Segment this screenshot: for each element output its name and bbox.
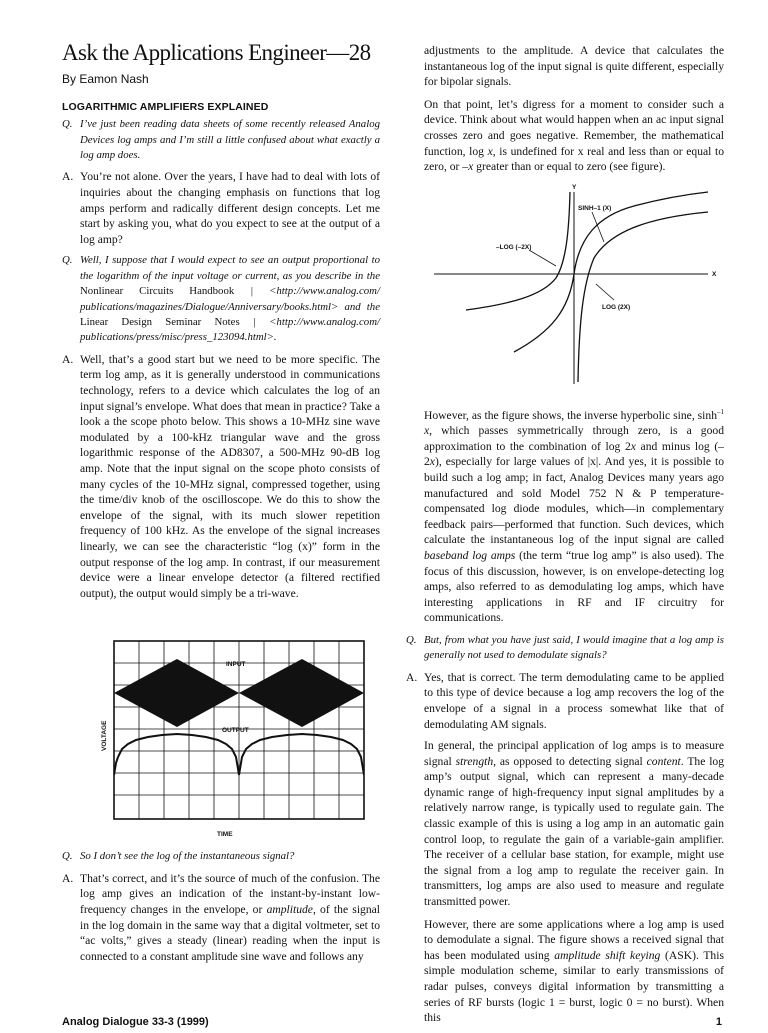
p3-var: x [630,439,636,453]
answer-text [80,871,380,965]
question-3 [62,849,380,864]
q-tag: Q. [62,118,73,131]
paragraph-applications [424,738,724,910]
p5-part3: . The log amp’s output signal, which can represent a many-decade dynamic range of high-frequency input signal amplitudes by a relatively narrow range, is typically used to regulate gain. The classic example of this is using a log amp in an automatic gain control loop, to regulate the gain of a variable-gain amplifier. The receiver of a cellular base station, for example, might use the signal from a log amp to regulate the receiver gain. In transmitters, log amps are also used to measure and regulate transmitted power. [424,754,725,909]
paragraph-ask [424,917,724,1026]
byline: By Eamon Nash [62,72,149,86]
x-axis-label: X [712,270,717,278]
a3-part2: , of the signal in the log domain in the same way that a digital voltmeter, set to “ac volts,” gives a steady (linear) reading when the input is connected to a constant amplitude sine wave and follows any [80,902,380,963]
log-label: LOG (2X) [602,303,631,311]
scope-photo-figure [62,639,380,839]
a3-emphasis: amplitude [266,902,313,916]
p3-part5: (the term “true log amp” is also used). The focus of this discussion, however, is on envelope-detecting log amps, also referred to as demodulating log amps, which have interesting applications in RF and IF circuitry for communications. [424,548,724,625]
section-heading: LOGARITHMIC AMPLIFIERS EXPLAINED [62,100,269,113]
p3-emphasis: baseband log amps [424,548,516,562]
answer-4 [406,670,724,732]
p2-var: x [468,160,474,174]
article-title: Ask the Applications Engineer—28 [62,40,371,65]
p2-var: x [487,144,493,158]
question-text: I’ve just been reading data sheets of some recently released Analog Devices log amps and I’m still a little confused about what exactly a log amp does. [80,118,380,161]
answer-1 [62,169,380,247]
sinh-log-plot [406,182,724,387]
answer-2 [62,352,380,602]
p2-part1: On that point, let’s digress for a moment to consider such a device. Think about what would happen when an ac input signal crosses zero and goes negative. Remember, the mathematical function, log [424,97,724,158]
a-tag: A. [62,871,74,885]
answer-text: Yes, that is correct. The term demodulating came to be applied to this type of device because a log amp recovers the log of the envelope of a signal in a process somewhat like that of demodulating AM signals. [424,670,724,731]
answer-text: Well, that’s a good start but we need to be more specific. The term log amp, as it is generally understood in communications technology, refers to a device which calculates the log of an input signal’s envelope. What does that mean in practice? Take a look a the scope photo below. This shows a 10-MHz sine wave modulated by a 100-kHz triangular wave and the gross logarithmic response of the AD8307, a 500-MHz 90-dB log amp. Note that the input signal on the scope photo consists of many cycles of the 10-MHz signal, compressed together, using the time/div knob of the oscilloscope. We do this to show the envelope of the signal, with its much slower repetition frequency of 100 kHz. As the envelope of the signal increases linearly, we can see the characteristic “log (x)” form in the output response of the log amp. In contrast, if our measurement device were a linear envelope detector (a filtered rectified output), the output would simply be a tri-wave. [80,352,380,600]
p5-part1: In general, the principal application of log amps is to measure signal [424,739,724,768]
right-column [406,43,724,1033]
p5-emphasis: content [646,754,681,768]
a-tag: A. [62,170,74,184]
left-column [62,40,380,970]
question-4 [406,633,724,664]
p3-part4: ), especially for large values of |x|. And yes, it is possible to build such a log amp; in fact, Analog Devices many years ago manufactured and sold Model 752 N & P temperature-compensated log diode modules, which—in complementary feedback pairs—performed that function. Such devices, which calculate the instantaneous log of the input signal are called [424,455,724,547]
y-axis-label: Y [572,183,577,191]
p3-var: x [429,455,435,469]
q-tag: Q. [406,633,417,646]
link-press[interactable]: | <http://www.analog.com/ publications/press/misc/press_123094.html>. [80,316,380,344]
scope-output-label: OUTPUT [222,727,249,735]
footer-publication: Analog Dialogue 33-3 (1999) [62,1016,209,1028]
a-tag: A. [62,352,74,366]
p3-part3: and minus log (–2 [424,439,724,469]
answer-3 [62,871,380,965]
neg-log-label: –LOG (–2X) [496,243,532,251]
question-text [80,253,380,345]
p2-part3: greater than or equal to zero (see figure). [476,160,666,174]
p3-part1: However, as the figure shows, the inverse hyperbolic sine, sinh [424,408,717,422]
paragraph-digress [424,97,724,175]
p5-emphasis: strength [455,754,494,768]
p3-sup: –1 [717,407,724,416]
log-curve [578,212,708,382]
paragraph-sinh [424,405,724,626]
a-tag: A. [406,670,418,684]
question-2 [62,253,380,345]
p6-emphasis: amplitude shift keying [554,948,661,962]
scope-photo [62,639,380,839]
q-tag: Q. [62,850,73,863]
a3-part1: That’s correct, and it’s the source of much of the confusion. The log amp gives an indication of the instant-by-instant low-frequency changes in the envelope, or [80,871,380,916]
p3-part2: , which passes symmetrically through zero, is a good approximation to the combination of log 2 [424,424,724,453]
p2-part2: , is undefined for x real and less than or equal to zero, or – [424,144,725,174]
answer-text: You’re not alone. Over the years, I have had to deal with lots of inquiries about the changing emphasis on functions that log amps perform and radically different design concepts. Let me start by asking you, what do you expect to see at the output of a log amp? [80,170,380,246]
footer-page-number: 1 [715,1016,722,1028]
book-title-nonlinear: Nonlinear Circuits Handbook [80,285,235,298]
neg-log-curve [466,192,570,310]
book-title-linear: Linear Design Seminar Notes [80,316,240,328]
q-tag: Q. [62,254,73,267]
question-text: So I don’t see the log of the instantaneous signal? [80,850,295,863]
q2-part1: Well, I suppose that I would expect to see an output proportional to the logarithm of the input voltage or current, as you describe in the [80,254,380,282]
paragraph-continuation: adjustments to the amplitude. A device that calculates the instantaneous log of the input signal is quite different, especially for bipolar signals. [424,44,724,89]
scope-y-axis-label: VOLTAGE [101,720,108,752]
question-1 [62,117,380,163]
sinh-label: SINH–1 (X) [578,204,612,212]
p3-var: x [424,424,430,438]
p5-part2: , as opposed to detecting signal [493,754,643,768]
p6-part2: (ASK). This simple modulation scheme, similar to early transmissions of radar pulses, conveys digital information by transmitting a series of RF bursts (logic 1 = burst, logic 0 = no burst). When this [424,948,724,1025]
link-books[interactable]: | <http://www.analog.com/ publications/magazines/Dialogue/Anniversary/books.html> and the [80,285,380,313]
scope-input-label: INPUT [226,661,246,669]
p6-part1: However, there are some applications where a log amp is used to demodulate a signal. The figure shows a received signal that has been modulated using [424,917,724,962]
sinh-log-figure [406,182,724,387]
question-text: But, from what you have just said, I would imagine that a log amp is generally not used to demodulate signals? [424,633,724,662]
scope-x-axis-label: TIME [217,831,233,839]
